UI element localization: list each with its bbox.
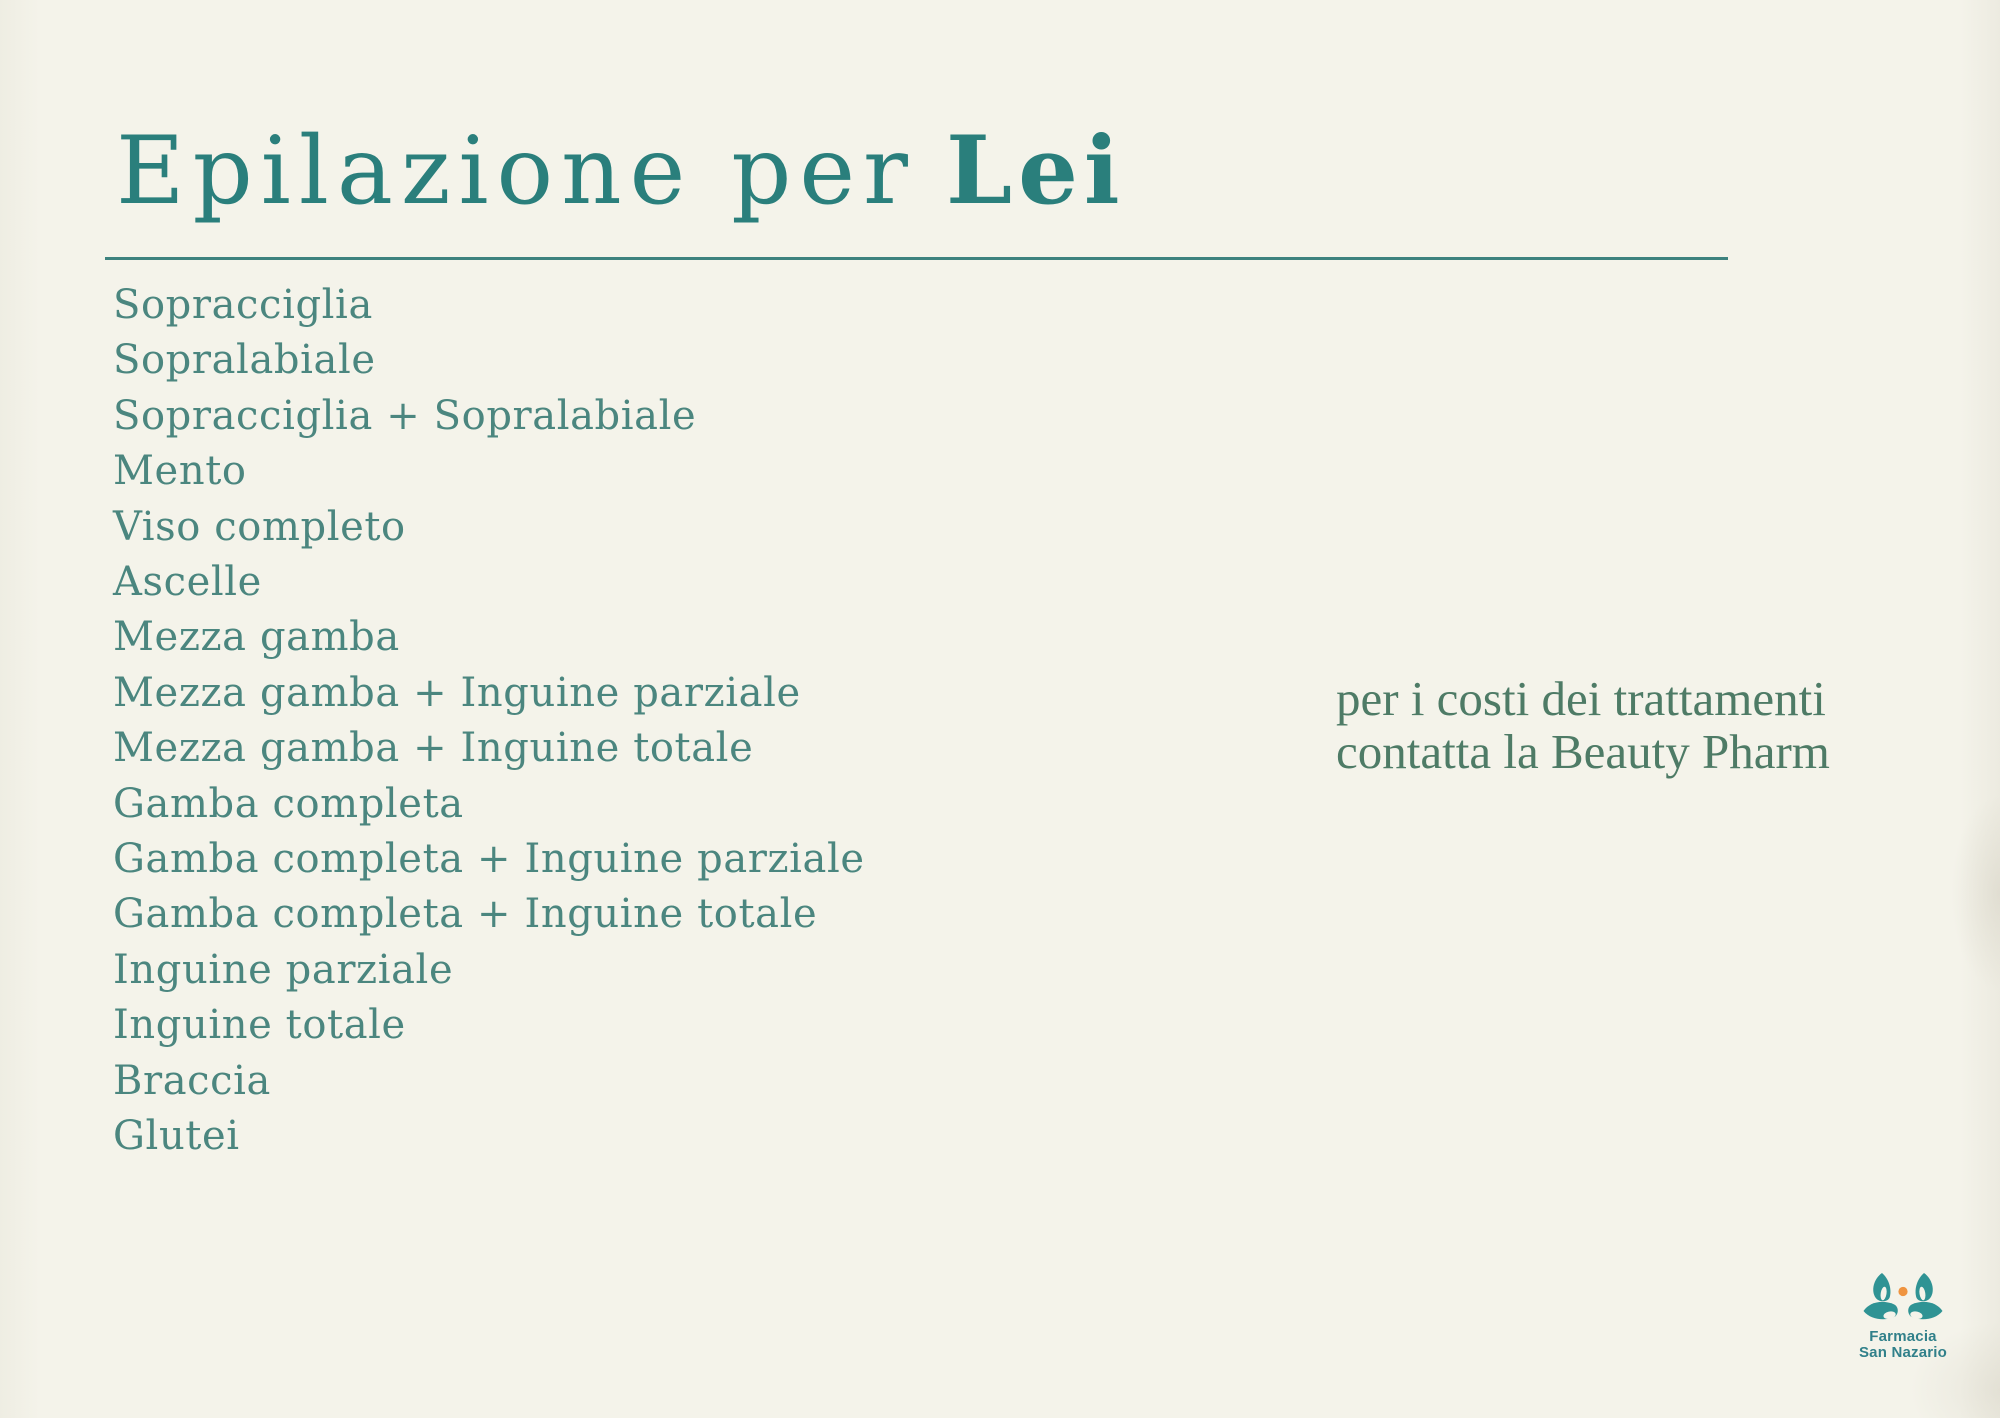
logo-text-line2: San Nazario [1858,1343,1948,1361]
treatment-item: Mezza gamba [113,614,400,661]
logo-dot [1898,1287,1907,1296]
treatment-item: Gamba completa + Inguine parziale [113,836,865,883]
flower-logo-icon [1861,1271,1945,1325]
pricing-note-line2: contatta la Beauty Pharm [1336,724,1830,779]
treatment-item: Viso completo [113,503,406,550]
treatment-list [113,278,865,1165]
treatment-item: Gamba completa + Inguine totale [113,891,818,938]
treatment-item: Braccia [113,1057,272,1104]
pricing-note-line1: per i costi dei trattamenti [1336,671,1826,726]
logo-text-line1: Farmacia [1869,1328,1937,1345]
page-title [116,116,1126,226]
treatment-item: Inguine parziale [113,946,454,993]
page-title-bold: Lei [946,116,1126,226]
pharmacy-logo-text [1845,1329,1961,1360]
title-divider-rule [105,257,1728,260]
treatment-item: Mento [113,448,247,495]
pharmacy-logo [1845,1271,1961,1360]
treatment-item: Glutei [113,1113,240,1160]
treatment-item: Mezza gamba + Inguine parziale [113,669,801,716]
treatment-item: Sopracciglia + Sopralabiale [113,392,697,439]
treatment-item: Inguine totale [113,1002,406,1049]
page-title-regular: Epilazione per [116,117,916,226]
treatment-item: Sopracciglia [113,282,373,328]
treatment-item: Sopralabiale [113,337,376,384]
treatment-item: Mezza gamba + Inguine totale [113,725,754,772]
treatment-item: Gamba completa [113,780,464,827]
pricing-note [1336,672,1830,778]
treatment-item: Ascelle [113,559,262,606]
